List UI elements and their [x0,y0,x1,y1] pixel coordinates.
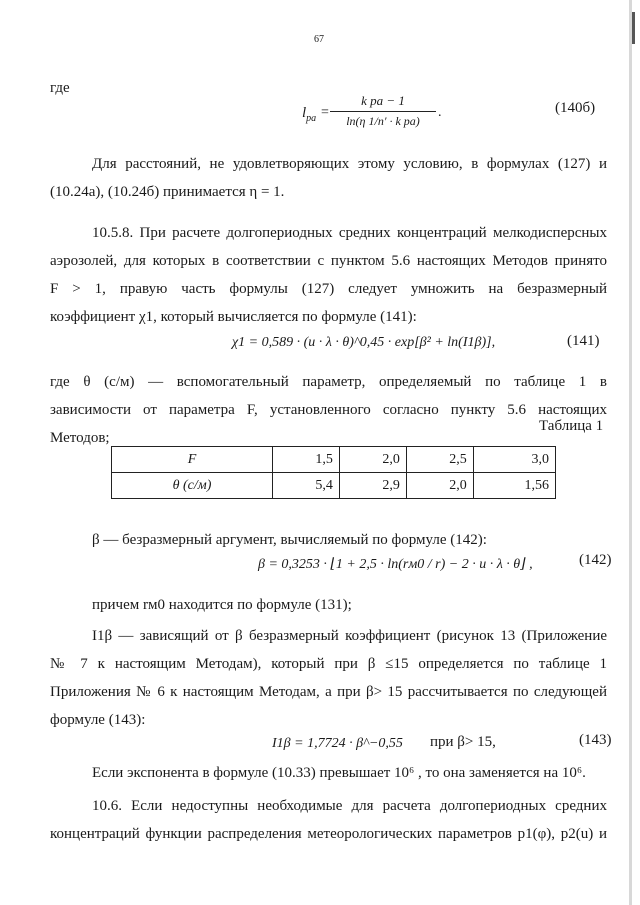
scan-edge-mark [632,12,635,44]
paragraph-2-line-4: коэффициент χ1, который вычисляется по формуле (141): [50,309,417,325]
table-row [112,473,556,499]
paragraph-5-line-1: причем rм0 находится по формуле (131); [92,597,352,613]
paragraph-2-line-2: аэрозолей, для которых в соответствии с пунктом 5.6 настоящих Методов принято [50,253,607,269]
paragraph-3-line-3: Методов; [50,430,110,446]
scan-edge [629,0,632,905]
paragraph-8-line-2: концентраций функции распределения метеорологических параметров p1(φ), p2(u) и [50,826,607,842]
table-row [112,447,556,473]
eq140b-fraction [330,93,436,129]
paragraph-1-line-2: (10.24а), (10.24б) принимается η = 1. [50,184,285,200]
where-label: где [50,80,70,96]
table-cell: 3,0 [473,447,555,473]
table-cell: 1,5 [273,447,340,473]
eq140b-equals: = [321,105,329,120]
eq143-number: (143) [579,732,612,748]
table-1 [111,446,556,499]
paragraph-4-line-1: β — безразмерный аргумент, вычисляемый по формуле (142): [92,532,487,548]
paragraph-3-line-1: где θ (с/м) — вспомогательный параметр, определяемый по таблице 1 в [50,374,607,390]
page-number: 67 [314,34,324,45]
eq143-formula: I1β = 1,7724 · β^−0,55 [272,736,403,751]
eq140b-numerator: k pa − 1 [361,93,405,108]
table-row-label: θ (с/м) [112,473,273,499]
paragraph-3-line-2: зависимости от параметра F, установленного согласно пункту 5.6 настоящих [50,402,607,418]
table-cell: 5,4 [273,473,340,499]
paragraph-1-line-1: Для расстояний, не удовлетворяющих этому условию, в формулах (127) и [92,156,607,172]
eq141-number: (141) [567,333,600,349]
eq140b-dot: . [438,105,442,120]
table-cell: 2,0 [406,473,473,499]
table-caption: Таблица 1 [539,418,604,434]
table-cell: 2,9 [339,473,406,499]
paragraph-2-line-1: 10.5.8. При расчете долгопериодных средних концентраций мелкодисперсных [92,225,607,241]
table-row-label: F [112,447,273,473]
table-cell: 2,5 [406,447,473,473]
paragraph-6-line-3: Приложения № 6 к настоящим Методам, а при β> 15 рассчитывается по следующей [50,684,607,700]
eq140b-denominator: ln(η 1/n′ · k pa) [346,114,420,128]
paragraph-2-line-3: F > 1, правую часть формулы (127) следует умножить на безразмерный [50,281,607,297]
paragraph-8-line-1: 10.6. Если недоступны необходимые для расчета долгопериодных средних [92,798,607,814]
paragraph-7-line-1: Если экспонента в формуле (10.33) превышает 10⁶ , то она заменяется на 10⁶. [92,765,586,781]
table-cell: 1,56 [473,473,555,499]
eq143-condition: при β> 15, [430,734,496,750]
paragraph-6-line-4: формуле (143): [50,712,146,728]
paragraph-6-line-2: № 7 к настоящим Методам), который при β ≤15 определяется по таблице 1 [50,656,607,672]
eq142-number: (142) [579,552,612,568]
eq140b-lhs: $l_{pa}$ [302,105,317,124]
eq140b-number: (140б) [555,100,596,116]
paragraph-6-line-1: I1β — зависящий от β безразмерный коэффициент (рисунок 13 (Приложение [92,628,607,644]
eq142-formula: β = 0,3253 · ⌊1 + 2,5 · ln(rм0 / r) − 2 · u · λ · θ⌋ , [258,557,533,572]
eq141-formula: χ1 = 0,589 · (u · λ · θ)^0,45 · exp[β² + ln(I1β)], [232,335,496,350]
table-cell: 2,0 [339,447,406,473]
